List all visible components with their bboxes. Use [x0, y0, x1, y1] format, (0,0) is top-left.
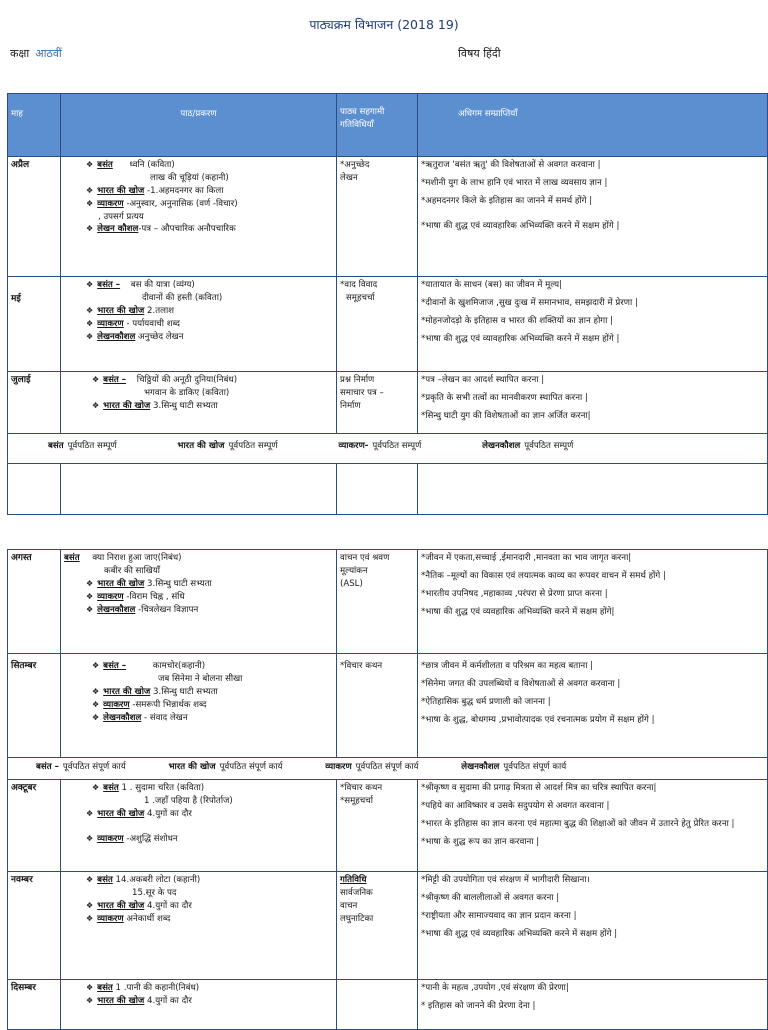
- lesson-item: [64, 900, 333, 913]
- activities-cell: [337, 157, 418, 277]
- outcome-text: *मोहनजोदड़ो के इतिहास व भारत की शक्तियों का ज्ञान होगा |: [421, 315, 613, 326]
- outcome-text: *यातायात के साधन (बस) का जीवन में मूल्य|: [421, 280, 563, 290]
- lesson-key: लेखनकौशल: [103, 712, 142, 723]
- activity-text: मूल्यांकन: [340, 565, 368, 576]
- lesson-key: व्याकरण: [97, 198, 124, 209]
- activity-text: लेखन: [340, 172, 358, 183]
- month-cell: जुलाई: [8, 372, 61, 434]
- lesson-key: भारत की खोज: [97, 578, 145, 589]
- diamond-bullet-icon: ❖: [86, 875, 94, 884]
- table-row: [8, 277, 768, 372]
- outcome-text: *सिनेमा जगत की उपलब्धियों व विशेषताओं से अवगत करवाना |: [421, 678, 621, 689]
- lesson-text: -अशुद्धि संशोधन: [123, 833, 178, 844]
- empty-cell: [61, 464, 337, 515]
- lesson-text: -अनुस्वार, अनुनासिक (वर्ण -विचार): [123, 198, 238, 209]
- lesson-key: लेखनकौशल: [97, 331, 136, 342]
- summary-row: [8, 758, 768, 780]
- diamond-bullet-icon: ❖: [92, 375, 100, 384]
- summary-key: भारत की खोज: [177, 441, 225, 451]
- month-cell: दिसम्बर: [8, 980, 61, 1030]
- lesson-item: [64, 318, 333, 331]
- lesson-item: [64, 686, 333, 699]
- month-cell: अप्रैल: [8, 157, 61, 277]
- outcomes-cell: [418, 372, 768, 434]
- lesson-item: [64, 552, 333, 565]
- lesson-item: [64, 782, 333, 795]
- lesson-text: -समरूपी भिन्नार्थक शब्द: [129, 699, 207, 710]
- outcome-text: *ऋतुराज 'बसंत ऋतु' की विशेषताओं से अवगत करवाना |: [421, 160, 601, 170]
- outcomes-cell: [418, 550, 768, 654]
- lesson-key: व्याकरण: [97, 591, 124, 602]
- summary-text: पूर्वपठित संपूर्ण कार्य: [219, 762, 283, 772]
- activities-cell: [337, 872, 418, 980]
- outcome-text: *भाषा की शुद्ध एवं व्यावहारिक अभिव्यक्ति करने में सक्षम होंगे |: [421, 333, 620, 344]
- empty-cell: [337, 464, 418, 515]
- lesson-text: 14.अकबरी लोटा (कहानी): [112, 875, 201, 885]
- summary-text: पूर्वपठित सम्पूर्ण: [228, 441, 278, 451]
- diamond-bullet-icon: ❖: [86, 185, 94, 195]
- table-row: [8, 980, 768, 1030]
- diamond-bullet-icon: ❖: [92, 712, 100, 722]
- table-header-row: [8, 94, 768, 157]
- lesson-text: 3.सिन्धु घाटी सभ्यता: [144, 578, 212, 589]
- activity-text: वाचन: [340, 900, 358, 911]
- outcomes-cell: [418, 654, 768, 758]
- lesson-item: [64, 982, 333, 995]
- activity-text: सार्वजनिक: [340, 887, 373, 898]
- diamond-bullet-icon: ❖: [92, 699, 100, 709]
- summary-key: बसंत: [48, 441, 64, 451]
- activity-text: लघुनाटिका: [340, 913, 374, 924]
- summary-key: बसंत –: [36, 762, 59, 772]
- lesson-key: बसंत: [97, 875, 113, 885]
- outcome-text: *पत्र –लेखन का आदर्श स्थापित करना |: [421, 375, 545, 385]
- diamond-bullet-icon: ❖: [86, 224, 94, 234]
- lesson-item: [64, 712, 333, 725]
- activity-text: *विचार कथन: [340, 661, 383, 671]
- lesson-item: , उपसर्ग प्रत्यय: [98, 211, 144, 222]
- outcomes-cell: [418, 277, 768, 372]
- activities-cell: [337, 277, 418, 372]
- lesson-text: -पत्र – औपचारिक अनौपचारिक: [138, 224, 236, 235]
- activity-key: गतिविधि: [340, 875, 367, 885]
- lesson-item: [64, 913, 333, 926]
- diamond-bullet-icon: ❖: [86, 983, 94, 992]
- empty-row: [8, 464, 768, 515]
- lesson-item: [64, 604, 333, 617]
- lessons-cell: [61, 372, 337, 434]
- outcome-text: *भाषा की शुद्ध एवं व्यवहारिक अभिव्यक्ति करने में सक्षम होंगे|: [421, 606, 615, 617]
- lesson-key: बसंत: [64, 553, 80, 563]
- outcome-text: *छात्र जीवन में कर्मशीलता व परिश्रम का महत्व बताना |: [421, 661, 594, 671]
- activities-cell: [337, 654, 418, 758]
- lesson-key: व्याकरण: [97, 913, 124, 924]
- diamond-bullet-icon: ❖: [86, 833, 94, 843]
- activity-text: प्रश्न निर्माण: [340, 375, 375, 385]
- lesson-item: [64, 874, 333, 887]
- table-row: [8, 157, 768, 277]
- lesson-key: भारत की खोज: [97, 900, 145, 911]
- diamond-bullet-icon: ❖: [86, 995, 94, 1005]
- lesson-item: भगवान के डाकिए (कविता): [144, 387, 230, 398]
- lesson-key: भारत की खोज: [97, 808, 145, 819]
- diamond-bullet-icon: ❖: [86, 591, 94, 601]
- summary-row: [8, 434, 768, 464]
- outcome-text: *भाषा की शुद्ध एवं व्यवहारिक अभिव्यक्ति करने में सक्षम होंगे |: [421, 928, 618, 939]
- lesson-item: [64, 400, 333, 413]
- outcome-text: *भारतीय उपनिषद ,महाकाव्य ,परंपरा से प्रेरणा प्राप्त करना |: [421, 588, 608, 599]
- outcome-text: *भाषा की शुद्ध एवं व्यावहारिक अभिव्यक्ति करने में सक्षम होंगे |: [421, 220, 620, 231]
- outcome-text: *जीवन में एकता,सच्चाई ,ईमानदारी ,मानवता का भाव जागृत करना|: [421, 553, 632, 563]
- summary-key: लेखनकौशल: [482, 441, 521, 451]
- lesson-text: चिठ्ठियों की अनूठी दुनिया(निबंध): [134, 375, 238, 385]
- lesson-item: कबीर की साखियाँ: [104, 565, 161, 576]
- summary-key: व्याकरण-: [338, 441, 369, 451]
- diamond-bullet-icon: ❖: [92, 686, 100, 696]
- lesson-item: [64, 591, 333, 604]
- lesson-item: [64, 808, 333, 821]
- diamond-bullet-icon: ❖: [86, 331, 94, 341]
- diamond-bullet-icon: ❖: [92, 661, 100, 670]
- outcome-text: *प्रकृति के सभी तत्वों का मानवीकरण स्थापित करना |: [421, 392, 588, 403]
- activity-text: *अनुच्छेद: [340, 160, 370, 170]
- outcome-text: *अहमदनगर किले के इतिहास का जानने में समर्थ होंगे |: [421, 195, 593, 206]
- lessons-cell: [61, 654, 337, 758]
- lesson-text: -विराम चिह्न , संधि: [123, 591, 185, 602]
- lesson-text: अनेकार्थी शब्द: [123, 913, 171, 924]
- lesson-text: बस की यात्रा (व्यंग्य): [128, 280, 195, 290]
- lesson-item: [64, 995, 333, 1008]
- diamond-bullet-icon: ❖: [86, 318, 94, 328]
- month-cell: सितम्बर: [8, 654, 61, 758]
- outcome-text: *पानी के महत्व ,उपयोग ,एवं संरक्षण की प्रेरणा|: [421, 983, 569, 993]
- lesson-text: 4.युगों का दौर: [144, 995, 192, 1006]
- outcome-text: *मिट्टी की उपयोगिता एवं संरक्षण में भागीदारी सिखाना।: [421, 875, 590, 885]
- summary-cell: [8, 434, 768, 464]
- summary-key: लेखनकौशल: [461, 762, 500, 772]
- lesson-text: 1 . सुदामा चरित (कविता): [118, 783, 205, 793]
- lesson-key: भारत की खोज: [103, 400, 151, 411]
- activity-text: समूहचर्चा: [346, 292, 375, 303]
- summary-text: पूर्वपठित सम्पूर्ण: [372, 441, 422, 451]
- table-row: [8, 372, 768, 434]
- lesson-text: 3.सिन्धु घाटी सभ्यता: [150, 686, 218, 697]
- diamond-bullet-icon: ❖: [86, 604, 94, 614]
- activity-text: *वाद विवाद: [340, 280, 378, 290]
- column-header-text: अधिगम सम्प्राप्तियाँ: [458, 109, 518, 119]
- lesson-item: [64, 185, 333, 198]
- activity-text: वाचन एवं श्रवण: [340, 553, 390, 563]
- empty-cell: [418, 464, 768, 515]
- lesson-key: बसंत –: [97, 280, 121, 290]
- diamond-bullet-icon: ❖: [86, 305, 94, 315]
- lesson-item: [64, 305, 333, 318]
- lesson-text: 2.तलाश: [144, 305, 175, 316]
- lesson-item: [64, 198, 333, 211]
- summary-text: पूर्वपठित संपूर्ण कार्य: [503, 762, 567, 772]
- lesson-key: बसंत: [97, 160, 113, 170]
- subject-info: विषय हिंदी: [458, 47, 501, 60]
- outcome-text: *श्रीकृष्ण की बाललीलाओं से अवगत करना |: [421, 892, 560, 903]
- lesson-item: जब सिनेमा ने बोलना सीखा: [158, 673, 243, 684]
- outcome-text: *सिन्धु घाटी युग की विशेषताओं का ज्ञान अर्जित करना|: [421, 410, 591, 421]
- summary-text: पूर्वपठित संपूर्ण कार्य: [355, 762, 419, 772]
- lesson-text: 4.युगों का दौर: [144, 900, 192, 911]
- column-header: [418, 94, 768, 157]
- lesson-text: ध्वनि (कविता): [126, 160, 175, 170]
- diamond-bullet-icon: ❖: [86, 280, 94, 289]
- class-info: [10, 46, 62, 61]
- lesson-key: व्याकरण: [103, 699, 130, 710]
- month-cell: मई: [8, 277, 61, 372]
- lesson-text: अनुच्छेद लेखन: [135, 331, 184, 342]
- column-header: पाठ/प्रकरण: [61, 94, 337, 157]
- activities-cell: [337, 980, 418, 1030]
- lessons-cell: [61, 277, 337, 372]
- column-header: माह: [8, 94, 61, 157]
- lesson-item: 15.सूर के पद: [132, 887, 177, 898]
- class-value: आठवीं: [35, 47, 62, 60]
- lesson-text: - संवाद लेखन: [141, 712, 188, 723]
- diamond-bullet-icon: ❖: [86, 808, 94, 818]
- outcome-text: * इतिहास को जानने की प्रेरणा देना |: [421, 1000, 536, 1011]
- summary-text: पूर्वपठित सम्पूर्ण: [524, 441, 574, 451]
- outcome-text: *नैतिक –मूल्यों का विकास एवं लयात्मक काव्य का रूपवर वाचन में समर्थ होंगे |: [421, 570, 666, 581]
- summary-key: भारत की खोज: [168, 762, 216, 772]
- lessons-cell: [61, 980, 337, 1030]
- outcome-text: *मशीनी युग के लाभ हानि एवं भारत में लाख व्यवसाय ज्ञान |: [421, 177, 608, 188]
- lesson-text: -चित्रलेखन विज्ञापन: [135, 604, 199, 615]
- month-cell: अगस्त: [8, 550, 61, 654]
- activity-text: *समूहचर्चा: [340, 795, 373, 806]
- lesson-item: [64, 699, 333, 712]
- summary-cell: [8, 758, 768, 780]
- diamond-bullet-icon: ❖: [86, 913, 94, 923]
- lesson-item: लाख की चूड़ियां (कहानी): [150, 172, 229, 183]
- lesson-item: [64, 833, 333, 846]
- summary-text: पूर्वपठित सम्पूर्ण: [67, 441, 117, 451]
- outcomes-cell: [418, 780, 768, 872]
- table-row: [8, 654, 768, 758]
- outcome-text: *ऐतिहासिक बुद्ध धर्म प्रणाली को जानना |: [421, 696, 551, 707]
- activity-text: *विचार कथन: [340, 783, 383, 793]
- lesson-key: बसंत: [97, 983, 113, 993]
- lesson-key: बसंत –: [103, 661, 127, 671]
- lesson-text: -1.अहमदनगर का किला: [144, 185, 224, 196]
- outcome-text: *भाषा के शुद्ध रूप का ज्ञान करवाना |: [421, 836, 540, 847]
- summary-text: पूर्वपठित संपूर्ण कार्य: [62, 762, 126, 772]
- schedule-table-2: [7, 549, 768, 1030]
- summary-key: व्याकरण: [325, 762, 352, 772]
- lessons-cell: [61, 872, 337, 980]
- lesson-text: 1 .पानी की कहानी(निबंध): [112, 983, 200, 993]
- lesson-text: - पर्यायवाची शब्द: [123, 318, 180, 329]
- lesson-key: बसंत: [103, 783, 119, 793]
- diamond-bullet-icon: ❖: [92, 400, 100, 410]
- outcome-text: *भाषा के शुद्ध, बोधगम्य ,प्रभावोत्पादक एवं रचनात्मक प्रयोग में सक्षम होंगे |: [421, 714, 655, 725]
- lesson-key: लेखनकौशल: [97, 604, 136, 615]
- lesson-item: [64, 578, 333, 591]
- activities-cell: [337, 372, 418, 434]
- lesson-text: कामचोर(कहानी): [150, 661, 206, 671]
- lesson-text: क्या निराश हुआ जाए(निबंध): [89, 553, 182, 563]
- activities-cell: [337, 550, 418, 654]
- diamond-bullet-icon: ❖: [86, 160, 94, 169]
- table-row: [8, 872, 768, 980]
- activity-text: समाचार पत्र –: [340, 387, 384, 398]
- lessons-cell: [61, 550, 337, 654]
- lesson-text: 3.सिन्धु घाटी सभ्यता: [150, 400, 218, 411]
- month-cell: नवम्बर: [8, 872, 61, 980]
- lessons-cell: [61, 157, 337, 277]
- activity-text: (ASL): [340, 578, 363, 589]
- lesson-item: [64, 331, 333, 344]
- diamond-bullet-icon: ❖: [86, 578, 94, 588]
- column-header: पाठ्य सहगामी गतिविधियाँ: [337, 94, 418, 157]
- outcome-text: *राष्ट्रीयता और सामाज्यवाद का ज्ञान प्रदान करना |: [421, 910, 577, 921]
- lesson-item: [64, 159, 333, 172]
- lesson-item: [64, 279, 333, 292]
- outcome-text: *पहिये का आविष्कार व उसके सदुपयोग से अवगत करवाना |: [421, 800, 610, 811]
- empty-cell: [8, 464, 61, 515]
- lesson-key: व्याकरण: [97, 833, 124, 844]
- lessons-cell: [61, 780, 337, 872]
- diamond-bullet-icon: ❖: [92, 783, 100, 792]
- outcome-text: *श्रीकृष्ण व सुदामा की प्रगाढ़ मित्रता से आदर्श मित्र का चरित्र स्थापित करना|: [421, 783, 657, 793]
- lesson-key: भारत की खोज: [97, 995, 145, 1006]
- outcomes-cell: [418, 157, 768, 277]
- outcomes-cell: [418, 980, 768, 1030]
- lesson-key: व्याकरण: [97, 318, 124, 329]
- lesson-item: [64, 223, 333, 236]
- month-cell: अक्टूबर: [8, 780, 61, 872]
- diamond-bullet-icon: ❖: [86, 198, 94, 208]
- page-title: पाठ्यक्रम विभाजन (2018 19): [309, 17, 459, 32]
- lesson-key: लेखन कौशल: [97, 224, 139, 235]
- table-row: [8, 780, 768, 872]
- activities-cell: [337, 780, 418, 872]
- lesson-key: बसंत –: [103, 375, 127, 385]
- outcomes-cell: [418, 872, 768, 980]
- lesson-item: 1 .जहाँ पहिया है (रिपोर्ताज): [144, 795, 233, 806]
- lesson-key: भारत की खोज: [97, 185, 145, 196]
- lesson-key: भारत की खोज: [103, 686, 151, 697]
- schedule-table-1: [7, 93, 768, 515]
- lesson-key: भारत की खोज: [97, 305, 145, 316]
- lesson-item: [64, 374, 333, 387]
- lesson-text: 4.युगों का दौर: [144, 808, 192, 819]
- lesson-item: दीवानों की हस्ती (कविता): [142, 292, 223, 303]
- outcome-text: *दीवानों के खुशमिजाज ,सुख दुःख में समानभाव, समझदारी में प्रेरणा |: [421, 297, 638, 308]
- outcome-text: *भारत के इतिहास का ज्ञान करना एवं महात्मा बुद्ध की शिक्षाओं को जीवन में उतारने हेतु प्रेरित करना |: [421, 818, 735, 829]
- diamond-bullet-icon: ❖: [86, 900, 94, 910]
- lesson-item: [64, 660, 333, 673]
- table-row: [8, 550, 768, 654]
- activity-text: निर्माण: [340, 400, 361, 411]
- class-label: कक्षा: [10, 47, 30, 60]
